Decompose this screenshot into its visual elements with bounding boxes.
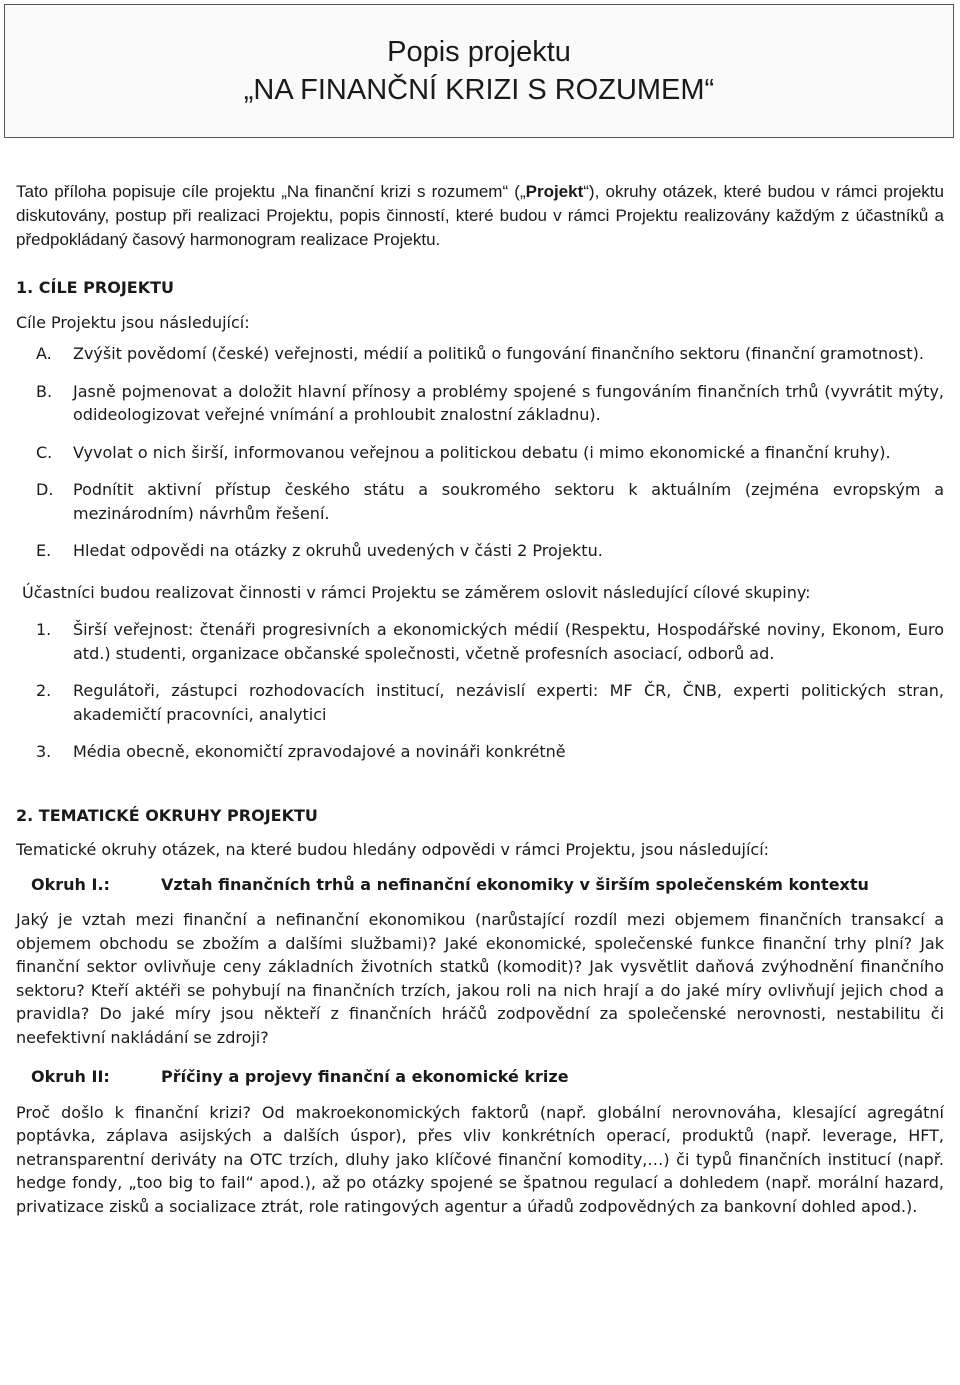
target-text: Média obecně, ekonomičtí zpravodajové a novináři konkrétně <box>73 742 566 761</box>
goal-text: Zvýšit povědomí (české) veřejnosti, médií a politiků o fungování finančního sektoru (finanční gramotnost). <box>73 344 924 363</box>
target-marker: 2. <box>36 681 52 700</box>
target-item <box>16 618 944 665</box>
goal-item <box>16 380 944 427</box>
target-item <box>16 740 944 764</box>
target-text: Širší veřejnost: čtenáři progresivních a ekonomických médií (Respektu, Hospodářské noviny, Ekonom, Euro atd.) studenti, organizace občanské společnosti, včetně profesních asociací, odborů ad. <box>73 620 944 663</box>
topic-label: Okruh I.: <box>31 874 110 894</box>
target-item <box>16 679 944 726</box>
section-heading-1: 1. CÍLE PROJEKTU <box>16 278 175 297</box>
topic-heading-2 <box>16 1065 944 1089</box>
intro-text-end: “), okruhy otázek, které budou v rámci projektu diskutovány, postup při realizaci Projektu, popis činností, které budou v rámci Projektu realizovány každým z účastníků a předpokládaný časový harmonogram realizace Projektu. <box>16 182 944 249</box>
goal-text: Vyvolat o nich širší, informovanou veřejnou a politickou debatu (i mimo ekonomické a finanční kruhy). <box>73 442 891 462</box>
goal-marker: E. <box>36 541 52 560</box>
target-marker: 3. <box>36 742 52 761</box>
goal-item <box>16 539 944 563</box>
goal-marker: B. <box>36 381 53 401</box>
target-marker: 1. <box>36 620 52 639</box>
project-name: „NA FINANČNÍ KRIZI S ROZUMEM“ <box>243 74 715 106</box>
goal-text: Hledat odpovědi na otázky z okruhů uvedených v části 2 Projektu. <box>73 541 603 560</box>
goal-text: Podnítit aktivní přístup českého státu a soukromého sektoru k aktuálním (zejména evropským a mezinárodním) návrhům řešení. <box>73 480 944 523</box>
intro-paragraph <box>16 180 944 252</box>
intro-text-start: Tato příloha popisuje cíle projektu „Na finanční krizi s rozumem“ („ <box>16 182 526 201</box>
target-groups-list <box>16 618 944 764</box>
topic-text-1: Jaký je vztah mezi finanční a nefinanční ekonomikou (narůstající rozdíl mezi objemem finančních transakcí a objemem obchodu se zbožím a dalšími službami)? Jaké ekonomické, společenské funkce finanční trhy plní? Jak finanční sektor ovlivňuje ceny základních životních statků (komodit)? Jak vysvětlit daňová zvýhodnění finančního sektoru? Kteří aktéři se pohybují na finančních trzích, jakou roli na nich hrají a do jaké míry ovlivňují jejich chod a pravidla? Do jaké míry jsou někteří z finančních hráčů zodpovědní za společenské nerovnosti, nestabilitu či neefektivní nakládání se zdroji? <box>16 910 944 1047</box>
goals-list <box>16 342 944 563</box>
topics-intro: Tematické okruhy otázek, na které budou hledány odpovědi v rámci Projektu, jsou následující: <box>16 840 770 859</box>
document-body <box>16 180 944 1218</box>
goal-item <box>16 342 944 366</box>
target-groups-intro: Účastníci budou realizovat činnosti v rámci Projektu se záměrem oslovit následující cílové skupiny: <box>22 582 811 602</box>
intro-term-projekt: Projekt <box>525 182 584 201</box>
goal-item <box>16 478 944 525</box>
goal-marker: A. <box>36 344 52 363</box>
topic-heading-1 <box>16 873 944 897</box>
topic-text-2: Proč došlo k finanční krizi? Od makroekonomických faktorů (např. globální nerovnováha, klesající agregátní poptávka, záplava asijských a dalších úspor), přes vliv konkrétních operací, produktů (např. leverage, HFT, netransparentní deriváty na OTC trzích, dluhy jako klíčové finanční komodity,…) či typů finančních institucí (např. hedge fondy, „too big to fail“ apod.), až po otázky spojené se špatnou regulací a dohledem (např. morální hazard, privatizace zisků a socializace ztrát, role ratingových agentur a úřadů zodpovědných za bankovní dohled apod.). <box>16 1102 944 1216</box>
goal-marker: C. <box>36 442 53 462</box>
topic-title: Vztah finančních trhů a nefinanční ekonomiky v širším společenském kontextu <box>161 874 869 894</box>
target-text: Regulátoři, zástupci rozhodovacích institucí, nezávislí experti: MF ČR, ČNB, experti politických stran, akademičtí pracovníci, analytici <box>73 681 944 724</box>
goals-subtitle: Cíle Projektu jsou následující: <box>16 312 250 332</box>
goal-marker: D. <box>36 480 54 499</box>
document-title: Popis projektu <box>387 36 571 68</box>
section-heading-2: 2. TEMATICKÉ OKRUHY PROJEKTU <box>16 805 318 825</box>
topic-label: Okruh II: <box>31 1067 110 1086</box>
topic-title: Příčiny a projevy finanční a ekonomické krize <box>161 1067 569 1086</box>
goal-text: Jasně pojmenovat a doložit hlavní přínosy a problémy spojené s fungováním finančních trhů (vyvrátit mýty, odideologizovat veřejné vnímání a prohloubit znalostní základnu). <box>73 381 944 424</box>
title-box <box>4 4 954 138</box>
goal-item <box>16 441 944 465</box>
